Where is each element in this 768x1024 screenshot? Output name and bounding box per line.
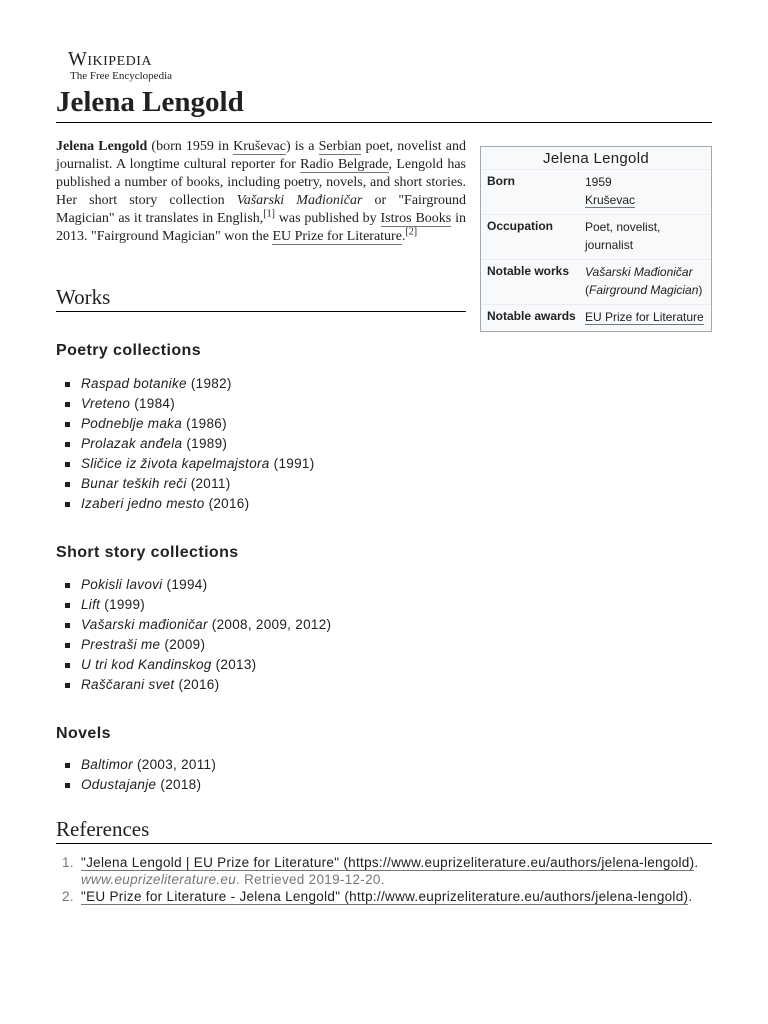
infobox-title: Jelena Lengold: [543, 150, 649, 167]
work-year: (1986): [182, 416, 227, 431]
list-item: [62, 775, 216, 795]
list-item: [62, 494, 315, 514]
list-item: [62, 675, 331, 695]
infobox-label: Notable works: [487, 264, 570, 278]
page-title: Jelena Lengold: [56, 84, 712, 123]
intro-text: or "Fairground Magician" as it translates in English,: [56, 193, 467, 226]
subject-name: Jelena Lengold: [56, 139, 148, 154]
work-title: Vašarski mađioničar: [81, 617, 208, 632]
intro-text: was published by: [274, 211, 381, 226]
reference-retrieved: . Retrieved 2019-12-20.: [236, 872, 385, 887]
infobox-label: Born: [487, 174, 515, 188]
poetry-list: [62, 374, 315, 514]
intro-text: .: [401, 229, 406, 244]
work-title: Podneblje maka: [81, 416, 183, 431]
intro-text: (born 1959 in: [147, 139, 234, 154]
reference-item: [62, 888, 710, 905]
work-year: (1984): [130, 396, 176, 411]
logo-tagline: The Free Encyclopedia: [70, 70, 173, 82]
intro-text: , Lengold has published a number of books, including poetry, novels, and short stories. Her short story collection: [56, 157, 467, 208]
subheading-short-stories: Short story collections: [56, 544, 239, 561]
work-year: (1982): [186, 376, 232, 391]
list-item: [62, 595, 331, 615]
work-title: Bunar teških reči: [81, 476, 187, 491]
list-item: [62, 755, 216, 775]
paren: ): [698, 283, 703, 297]
work-year: (1989): [182, 436, 228, 451]
work-year: (2016): [174, 677, 220, 692]
novels-list: [62, 755, 216, 795]
infobox-value: [585, 263, 709, 299]
work-title: Prolazak anđela: [81, 436, 183, 451]
paren: (: [585, 283, 589, 297]
work-title: Vašarski Mađioničar: [585, 265, 693, 279]
intro-text: in 2013. "Fairground Magician" won the: [56, 211, 466, 244]
work-year: (1991): [269, 456, 315, 471]
list-item: [62, 575, 331, 595]
infobox-row-occupation: [481, 214, 711, 259]
work-year: (2011): [186, 476, 231, 491]
intro-text: poet, novelist and journalist. A longtime cultural reporter for: [56, 139, 467, 172]
list-item: [62, 434, 315, 454]
infobox-value: Poet, novelist, journalist: [585, 220, 661, 252]
infobox-label: Notable awards: [487, 309, 576, 323]
dot: .: [694, 855, 699, 870]
book-title: Vašarski Mađioničar: [236, 193, 363, 208]
reference-number: 2.: [62, 889, 74, 904]
reference-number: 1.: [62, 855, 74, 870]
intro-text: ) is a: [285, 139, 319, 154]
work-title: Baltimor: [81, 757, 133, 772]
work-title: Vreteno: [81, 396, 131, 411]
list-item: [62, 615, 331, 635]
award-link[interactable]: EU Prize for Literature: [585, 310, 704, 324]
work-year: (2013): [211, 657, 257, 672]
list-item: [62, 635, 331, 655]
work-year: (2003, 2011): [132, 757, 217, 772]
logo-wordmark: Wikipedia: [68, 48, 153, 70]
work-title: U tri kod Kandinskog: [81, 657, 212, 672]
reference-site: www.euprizeliterature.eu: [81, 872, 237, 887]
link-eu-prize[interactable]: EU Prize for Literature: [272, 229, 402, 244]
work-title: Raspad botanike: [81, 376, 187, 391]
list-item: [62, 454, 315, 474]
subheading-novels: Novels: [56, 725, 111, 742]
link-serbian[interactable]: Serbian: [318, 139, 362, 154]
section-heading-references: References: [56, 815, 712, 844]
work-year: (2009): [160, 637, 206, 652]
work-title: Lift: [81, 597, 101, 612]
list-item: [62, 655, 331, 675]
subheading-poetry: Poetry collections: [56, 342, 202, 359]
work-title: Prestraši me: [81, 637, 161, 652]
short-story-list: [62, 575, 331, 695]
link-krusevac[interactable]: Kruševac: [233, 139, 286, 154]
ref-1-link[interactable]: [1]: [263, 208, 275, 220]
link-istros-books[interactable]: Istros Books: [380, 211, 452, 226]
infobox-value: [585, 173, 709, 209]
work-year: (1999): [100, 597, 146, 612]
work-year: (2008, 2009, 2012): [207, 617, 332, 632]
work-title: Izaberi jedno mesto: [81, 496, 205, 511]
section-heading-works: Works: [56, 283, 466, 312]
infobox: [480, 146, 712, 332]
list-item: [62, 414, 315, 434]
work-title: Odustajanje: [81, 777, 157, 792]
reference-link[interactable]: "EU Prize for Literature - Jelena Lengold" (http://www.euprizeliterature.eu/authors/jelena-lengold): [81, 889, 689, 904]
list-item: [62, 374, 315, 394]
work-year: (1994): [162, 577, 208, 592]
work-title-en: Fairground Magician: [589, 283, 699, 297]
infobox-row-works: [481, 259, 711, 304]
link-radio-belgrade[interactable]: Radio Belgrade: [300, 157, 389, 172]
infobox-row-born: [481, 169, 711, 214]
infobox-value: [585, 308, 709, 326]
intro-paragraph: [56, 138, 466, 246]
list-item: [62, 474, 315, 494]
ref-2-link[interactable]: [2]: [405, 226, 418, 238]
work-year: (2016): [204, 496, 250, 511]
work-title: Sličice iz života kapelmajstora: [81, 456, 270, 471]
references-list: [62, 854, 710, 905]
born-year: 1959: [585, 175, 612, 189]
work-title: Pokisli lavovi: [81, 577, 163, 592]
work-title: Raščarani svet: [81, 677, 175, 692]
infobox-label: Occupation: [487, 219, 554, 233]
list-item: [62, 394, 315, 414]
born-place-link[interactable]: Kruševac: [585, 193, 636, 207]
reference-item: [62, 854, 710, 888]
work-year: (2018): [156, 777, 202, 792]
wikipedia-logo: [68, 48, 172, 83]
reference-link[interactable]: "Jelena Lengold | EU Prize for Literature" (https://www.euprizeliterature.eu/authors/jelena-lengold): [81, 855, 695, 870]
infobox-row-awards: [481, 304, 711, 331]
reference-end: .: [688, 889, 693, 904]
